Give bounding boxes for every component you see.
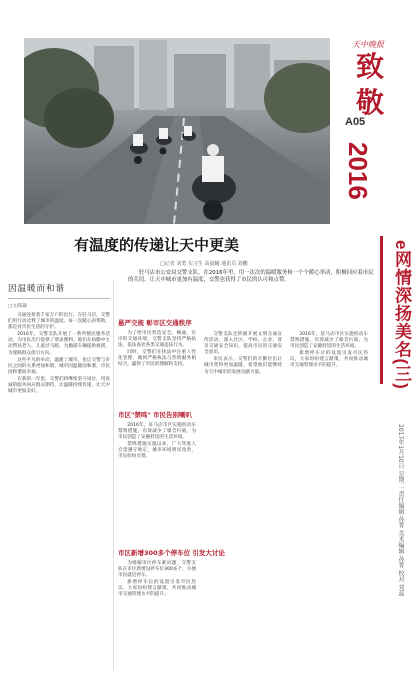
paragraph: 2016年，驻马店市区实施机动车禁鸣措施，有效减少了噪音污染，为市民创造了安静舒适的生活环境。 — [118, 423, 196, 441]
column-divider — [113, 280, 114, 670]
article-section-3 — [118, 548, 225, 600]
left-column-author: □文/陈静 — [8, 304, 28, 309]
section-body — [290, 332, 368, 370]
article-section-1 — [118, 318, 196, 370]
logo-char-2: 敬 — [356, 86, 385, 118]
paragraph: 2016年，交警支队开展了一系列便民服务活动，为市民出行提供了诸多便利。他们在执勤中主动帮扶老人、儿童过马路，为抛锚车辆提供救援，为迷路群众指引方向。 — [8, 332, 110, 356]
divider — [8, 298, 110, 299]
column-title: e网情深扬美名(三) — [392, 240, 411, 390]
lead-text: 驻马店市公安局交警支队，在2016年里，用一次次的温暖服务和一个个暖心举动，积极回应着市民的关切，让天中城市更加有温度，交警也获得了市民的认可和点赞。 — [128, 270, 374, 283]
logo-char-1: 致 — [356, 50, 385, 83]
logo-graphic — [334, 38, 408, 118]
section-heading: 市区"禁鸣" 市民告别喇叭 — [118, 411, 193, 419]
article-section-4 — [204, 332, 282, 377]
left-column-body — [8, 313, 110, 395]
left-column-title: 因温暖而和谐 — [8, 284, 66, 294]
paragraph: 禁鸣措施实施以来，广大驾驶人自觉遵守规定，城市环境明显改善，市民纷纷点赞。 — [118, 442, 196, 460]
paragraph: 在新的一年里，交警们将继续坚守岗位，用真诚的服务回应群众期待，让温暖持续传递，让天中城市更加美好。 — [8, 376, 110, 395]
left-column — [8, 282, 110, 396]
year-graphic — [343, 140, 373, 236]
section-heading: 悬严交规 彰市区交通秩序 — [118, 319, 192, 327]
paragraph: 交警支队还积极开展文明交通宣传活动，深入社区、学校、企业，普及交通安全知识，提高市民的交通安全意识。 — [204, 332, 282, 356]
section-body — [118, 561, 196, 599]
paragraph: 市民表示，交警们的辛勤付出让城市变得更加温暖，希望他们能继续为天中城市的发展贡献力量。 — [204, 357, 282, 375]
hero-photo-illustration — [24, 38, 330, 224]
lead-paragraph — [128, 270, 375, 284]
year-text: 2016 — [343, 142, 373, 200]
section-body — [118, 331, 196, 369]
article-section-5 — [290, 332, 368, 371]
paragraph: 新增停车位的设置引发市民热议，大家纷纷建言献策，共同推动城市交通管理水平的提升。 — [118, 580, 196, 598]
section-body — [118, 423, 196, 461]
paragraph: 新增停车位的设置引发市民热议，大家纷纷建言献策，共同推动城市交通管理水平的提升。 — [290, 351, 368, 369]
masthead: 天中晚报 — [352, 40, 384, 49]
paragraph: 为缓解市区停车难问题，交警支队在市区新增设停车位300多个，方便市民就近停车。 — [118, 561, 196, 579]
byline: □记者 刘勇 实习生 高晨曦 通讯员 刘鹏 — [160, 261, 248, 267]
paragraph: 同时，交警们在执法中注重人性化管理，做到严格执法与热情服务相结合，赢得了市民的理解和支持。 — [118, 350, 196, 368]
year-label — [343, 140, 373, 236]
page-number: A05 — [345, 116, 366, 128]
paragraph: 2016年，驻马店市区实施机动车禁鸣措施，有效减少了噪音污染，为市民创造了安静舒适的生活环境。 — [290, 332, 368, 350]
section-body — [204, 332, 282, 376]
paragraph: 交通连接着千家万户的出行。在驻马店，交警们用行动诠释了城市的温度。每一次暖心的帮助，都是对市民生活的守护。 — [8, 313, 110, 331]
logo — [334, 38, 408, 118]
hero-photo — [24, 38, 330, 224]
headline: 有温度的传递让天中更美 — [74, 236, 240, 254]
paragraph: 为了给市民营造安全、畅通、有序的交通环境，交警支队坚持严格执法，依法查处各类交通违法行为。 — [118, 331, 196, 349]
section-heading: 市区新增300多个停车位 引发大讨论 — [118, 549, 225, 557]
paragraph: 这些平凡的举动，温暖了城市，也让交警与市民之间的关系更加和谐。城市因温暖而和谐，市民因和谐而幸福。 — [8, 357, 110, 375]
date-strip: 2017年1月10日 星期二 责任编辑 孙菁 美术编辑 孙菁 校对 刘蕊 — [397, 424, 404, 597]
article-section-2 — [118, 410, 196, 462]
